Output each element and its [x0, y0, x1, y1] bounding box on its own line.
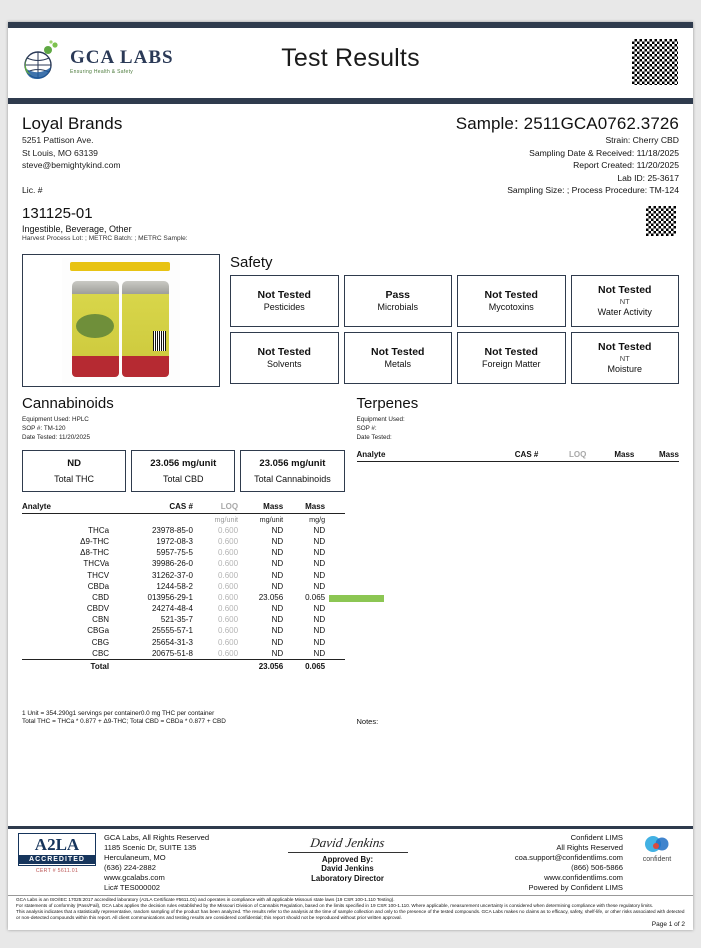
client-license: Lic. # — [22, 184, 43, 195]
barcode-icon — [153, 331, 166, 351]
cell-bar — [325, 536, 344, 547]
report-footer — [8, 826, 693, 930]
product-id: 131125-01 — [22, 204, 93, 222]
a2la-cert-number: CERT # 5611.01 — [35, 867, 79, 874]
col-loq: LOQ — [538, 450, 586, 462]
col-mass-unit: Mass — [238, 502, 283, 514]
lab-phone: (636) 224-2882 — [104, 862, 156, 872]
product-photo — [22, 254, 220, 387]
summary-label: Total Cannabinoids — [254, 473, 331, 484]
col-bar — [325, 502, 344, 514]
cell-analyte: CBDa — [87, 581, 110, 591]
cell-loq: 0.600 — [218, 604, 239, 614]
summary-total-cannabinoids — [240, 450, 344, 492]
cell-loq: 0.600 — [218, 548, 239, 558]
product-type: Ingestible, Beverage, Other — [22, 223, 132, 234]
safety-result: Not Tested — [484, 346, 538, 358]
safety-result: Not Tested — [598, 341, 652, 353]
table-row — [22, 603, 345, 614]
cell-loq: 0.600 — [218, 570, 239, 580]
safety-cell-moisture — [571, 332, 680, 384]
beverage-can-left — [72, 281, 119, 377]
col-cas: CAS # — [109, 502, 193, 514]
sampling-size: Sampling Size: ; Process Procedure: TM-124 — [507, 185, 679, 195]
cell-loq: 0.600 — [218, 648, 239, 658]
cell-mass-g: ND — [313, 525, 326, 535]
table-row — [22, 536, 345, 547]
signature-image: David Jenkins — [309, 834, 386, 850]
unit-mass-g: mg/g — [309, 514, 326, 524]
cell-cas: 23978-85-0 — [151, 525, 193, 535]
cell-bar — [325, 614, 344, 625]
table-header-row — [357, 450, 680, 462]
table-row — [22, 648, 345, 660]
cell-cas: 521-35-7 — [160, 615, 193, 625]
disclaimer-line: For statements of conformity (Pass/Fail), GCA Labs applies the decision rules established by the Missouri Division of Cannabis Regulation, based on the limits specified in 19 CSR 100-1.110. Where applicable, measurement uncertainty is considered when determining compliance with these regulatory limits. — [16, 902, 654, 908]
cell-bar — [325, 648, 344, 660]
summary-total-cbd — [131, 450, 235, 492]
product-lot: Harvest Process Lot: ; METRC Batch: ; METRC Sample: — [22, 234, 188, 242]
cell-cas: 39986-26-0 — [151, 559, 193, 569]
terpenes-date-tested: Date Tested: — [356, 433, 392, 441]
lab-line: Herculaneum, MO — [104, 852, 166, 862]
cannabinoids-section — [22, 395, 345, 727]
total-mass-unit: 23.056 — [238, 659, 283, 672]
table-row — [22, 547, 345, 558]
cannabinoids-table-body — [22, 513, 345, 525]
cell-bar — [325, 569, 344, 580]
safety-result: Not Tested — [257, 289, 311, 301]
can-carrier — [70, 262, 170, 271]
a2la-logo-icon — [18, 833, 96, 866]
cell-mass-unit: ND — [271, 570, 284, 580]
cell-bar — [325, 525, 344, 536]
unit-mass-unit: mg/unit — [259, 514, 284, 524]
safety-label: Metals — [384, 359, 411, 369]
safety-result: Not Tested — [371, 346, 425, 358]
summary-total-thc — [22, 450, 126, 492]
cell-cas: 1244-58-2 — [156, 581, 193, 591]
client-address-1: 5251 Pattison Ave. — [22, 135, 94, 145]
disclaimer-line: This analysis indicates that a statistically representative, random sampling of the product has been analyzed. The results refer to the analysis at the time of sample collection and only to the presence of the tested compounds. GCA Labs makes no claims as to efficacy, safety, shelf-life, or other risks associated with detected or non-detected compounds within this report. All client communications and testing results are considered confidential; this report should not be reproduced without prior written approval. — [16, 908, 685, 920]
cell-bar — [325, 592, 344, 603]
disclaimer-line: GCA Labs is an ISO/IEC 17025:2017 accredited laboratory (A2LA Certificate #5611.01) and operates in compliance with all applicable Missouri state laws (19 CSR 100-1.110 Testing). — [16, 896, 395, 902]
safety-label: Mycotoxins — [488, 302, 534, 312]
safety-result: Not Tested — [598, 284, 652, 296]
cell-cas: 1972-08-3 — [156, 536, 193, 546]
a2la-band: ACCREDITED — [19, 855, 95, 864]
safety-cell-pesticides — [230, 275, 339, 327]
terpenes-table — [357, 450, 680, 462]
cell-analyte: Δ8-THC — [80, 548, 110, 558]
summary-value: 23.056 mg/unit — [150, 457, 217, 469]
cell-bar — [325, 547, 344, 558]
cell-loq: 0.600 — [218, 525, 239, 535]
cell-loq: 0.600 — [218, 615, 239, 625]
cell-mass-unit: ND — [271, 615, 284, 625]
safety-grid — [230, 275, 679, 384]
cell-mass-g: ND — [313, 648, 326, 658]
confident-website[interactable]: www.confidentlims.com — [544, 872, 623, 882]
cell-analyte: CBC — [92, 648, 110, 658]
safety-cell-metals — [344, 332, 453, 384]
confident-phone: (866) 506-5866 — [571, 862, 623, 872]
cell-loq: 0.600 — [218, 637, 239, 647]
notes-label: Notes: — [356, 716, 379, 726]
sample-strain: Strain: Cherry CBD — [605, 135, 679, 145]
lab-address-block — [104, 833, 222, 893]
confident-lims-block — [473, 833, 623, 893]
lab-line: GCA Labs, All Rights Reserved — [104, 832, 210, 842]
info-band — [8, 104, 693, 201]
safety-label: Moisture — [607, 364, 642, 374]
signature-rule — [288, 852, 408, 853]
table-row — [22, 592, 345, 603]
sample-summary — [456, 114, 679, 197]
col-mass-1: Mass — [586, 450, 634, 462]
unit-loq: mg/unit — [214, 514, 239, 524]
value-bar — [329, 595, 384, 602]
table-header-row — [22, 502, 345, 514]
cell-analyte: CBD — [92, 592, 110, 602]
table-row — [22, 569, 345, 580]
cell-cas: 31262-37-0 — [151, 570, 193, 580]
product-photo-image — [62, 258, 180, 383]
terpenes-title: Terpenes — [356, 394, 419, 412]
lab-license: Lic# TES000002 — [104, 882, 161, 892]
cell-mass-unit: ND — [271, 559, 284, 569]
beverage-can-right — [122, 281, 169, 377]
lab-id: Lab ID: 25-3617 — [617, 172, 679, 183]
cell-bar — [325, 603, 344, 614]
safety-label: Pesticides — [263, 302, 305, 312]
terpenes-table-head — [357, 450, 680, 462]
cell-analyte: THCV — [87, 570, 110, 580]
summary-value: 23.056 mg/unit — [259, 457, 326, 469]
confident-email[interactable]: coa.support@confidentlims.com — [514, 852, 623, 862]
cell-bar — [325, 581, 344, 592]
cell-loq: 0.600 — [218, 592, 239, 602]
col-loq: LOQ — [193, 502, 238, 514]
report-created-date: Report Created: 11/20/2025 — [573, 160, 679, 170]
cell-mass-g: ND — [313, 604, 326, 614]
cell-loq: 0.600 — [218, 536, 239, 546]
table-row — [22, 637, 345, 648]
terpenes-equipment: Equipment Used: — [356, 415, 405, 423]
signer-title: Laboratory Director — [311, 873, 384, 883]
cell-mass-unit: ND — [271, 581, 284, 591]
safety-label: Foreign Matter — [481, 359, 541, 369]
cell-cas: 5957-75-5 — [156, 548, 193, 558]
page-number: Page 1 of 2 — [651, 921, 685, 928]
cannabinoids-sop: SOP #: TM-120 — [22, 424, 66, 432]
cell-loq: 0.600 — [218, 626, 239, 636]
product-band — [8, 201, 693, 248]
footer-main — [8, 829, 693, 895]
cell-loq: 0.600 — [218, 559, 239, 569]
confident-powered-by: Powered by Confident LIMS — [528, 882, 623, 892]
col-analyte: Analyte — [22, 502, 109, 514]
total-label: Total — [22, 659, 109, 672]
cell-mass-g: 0.065 — [305, 592, 326, 602]
photo-safety-row — [8, 248, 693, 387]
col-mass-g: Mass — [283, 502, 325, 514]
lab-website[interactable]: www.gcalabs.com — [104, 872, 165, 882]
cell-mass-unit: ND — [271, 536, 284, 546]
client-email[interactable]: steve@bemightykind.com — [22, 160, 121, 170]
cell-mass-unit: 23.056 — [258, 592, 284, 602]
summary-value: ND — [67, 457, 81, 469]
safety-cell-microbials — [344, 275, 453, 327]
lab-line: 1185 Scenic Dr, SUITE 135 — [104, 842, 197, 852]
client-address-2: St Louis, MO 63139 — [22, 147, 98, 158]
cell-mass-g: ND — [313, 637, 326, 647]
cannabinoids-footnote-1: 1 Unit = 354.290g1 servings per container0.0 mg THC per container — [22, 710, 215, 718]
col-mass-2: Mass — [634, 450, 679, 462]
cell-cas: 013956-29-1 — [147, 592, 193, 602]
cannabinoids-date-tested: Date Tested: 11/20/2025 — [22, 433, 91, 441]
cell-loq: 0.600 — [218, 581, 239, 591]
qr-code-header[interactable] — [629, 36, 681, 88]
cannabinoids-rows — [22, 525, 345, 660]
cell-cas: 24274-48-4 — [151, 604, 193, 614]
safety-subresult: NT — [619, 297, 630, 306]
cannabinoids-table — [22, 502, 345, 673]
summary-label: Total CBD — [163, 473, 204, 484]
cannabinoids-footnote-2: Total THC = THCa * 0.877 + Δ9-THC; Total CBD = CBDa * 0.877 + CBD — [22, 718, 226, 726]
safety-section — [230, 254, 679, 387]
disclaimer — [8, 895, 693, 921]
cell-cas: 20675-51-8 — [151, 648, 193, 658]
units-row — [22, 513, 345, 525]
col-cas: CAS # — [449, 450, 538, 462]
cannabinoids-summary — [22, 450, 345, 492]
cell-mass-unit: ND — [271, 525, 284, 535]
cannabinoids-table-head — [22, 502, 345, 514]
confident-wordmark: confident — [642, 855, 672, 863]
cell-mass-g: ND — [313, 548, 326, 558]
safety-cell-mycotoxins — [457, 275, 566, 327]
safety-result: Pass — [385, 289, 411, 301]
cell-analyte: THCa — [88, 525, 110, 535]
table-row — [22, 558, 345, 569]
summary-label: Total THC — [54, 473, 95, 484]
cell-analyte: CBN — [92, 615, 110, 625]
confident-line: Confident LIMS — [570, 832, 623, 842]
brand-tagline: Ensuring Health & Safety — [70, 68, 134, 75]
cell-mass-g: ND — [313, 570, 326, 580]
confident-line: All Rights Reserved — [556, 842, 623, 852]
cell-analyte: THCVa — [83, 559, 110, 569]
signer-name: David Jenkins — [321, 864, 374, 874]
brand-name: GCA LABS — [70, 46, 174, 68]
safety-label: Microbials — [377, 302, 418, 312]
total-mass-g: 0.065 — [283, 659, 325, 672]
cell-mass-g: ND — [313, 615, 326, 625]
confident-logo-icon — [644, 835, 670, 855]
cell-mass-unit: ND — [271, 604, 284, 614]
cell-analyte: CBG — [91, 637, 110, 647]
cell-mass-unit: ND — [271, 626, 284, 636]
safety-label: Solvents — [266, 359, 302, 369]
table-row — [22, 614, 345, 625]
safety-subresult: NT — [619, 354, 630, 363]
cell-analyte: CBDV — [86, 604, 110, 614]
safety-cell-foreign-matter — [457, 332, 566, 384]
client-name: Loyal Brands — [22, 114, 123, 133]
cannabinoids-total — [22, 659, 345, 672]
signature-block — [230, 833, 465, 884]
col-analyte: Analyte — [357, 450, 450, 462]
report-header — [8, 28, 693, 98]
table-row — [22, 581, 345, 592]
terpenes-section — [357, 395, 680, 727]
approved-by-label: Approved By: — [321, 854, 374, 864]
report-page — [8, 22, 693, 930]
sample-received-date: Sampling Date & Received: 11/18/2025 — [529, 147, 679, 158]
safety-result: Not Tested — [484, 289, 538, 301]
cell-bar — [325, 637, 344, 648]
cannabinoids-title: Cannabinoids — [22, 394, 114, 412]
results-row — [8, 387, 693, 727]
sample-id: Sample: 2511GCA0762.3726 — [455, 114, 679, 133]
safety-title: Safety — [230, 253, 273, 271]
table-total-row — [22, 659, 345, 672]
cell-mass-g: ND — [313, 581, 326, 591]
safety-cell-water-activity — [571, 275, 680, 327]
terpenes-sop: SOP #: — [356, 424, 377, 432]
safety-label: Water Activity — [597, 307, 652, 317]
a2la-accreditation — [18, 833, 96, 874]
safety-cell-solvents — [230, 332, 339, 384]
cell-mass-unit: ND — [271, 648, 284, 658]
cell-mass-unit: ND — [271, 548, 284, 558]
safety-result: Not Tested — [257, 346, 311, 358]
cell-mass-unit: ND — [271, 637, 284, 647]
cell-cas: 25654-31-3 — [151, 637, 193, 647]
cell-analyte: CBGa — [87, 626, 110, 636]
cell-mass-g: ND — [313, 626, 326, 636]
cannabinoids-equipment: Equipment Used: HPLC — [22, 415, 89, 423]
page-title: Test Results — [281, 44, 420, 72]
cell-analyte: Δ9-THC — [80, 536, 110, 546]
table-row — [22, 525, 345, 536]
a2la-text: A2LA — [34, 834, 80, 854]
table-row — [22, 625, 345, 636]
cell-cas: 25555-57-1 — [151, 626, 193, 636]
qr-code-sample[interactable] — [643, 203, 679, 239]
confident-logo — [631, 833, 683, 863]
cell-mass-g: ND — [313, 559, 326, 569]
cell-bar — [325, 625, 344, 636]
cell-bar — [325, 558, 344, 569]
cell-mass-g: ND — [313, 536, 326, 546]
